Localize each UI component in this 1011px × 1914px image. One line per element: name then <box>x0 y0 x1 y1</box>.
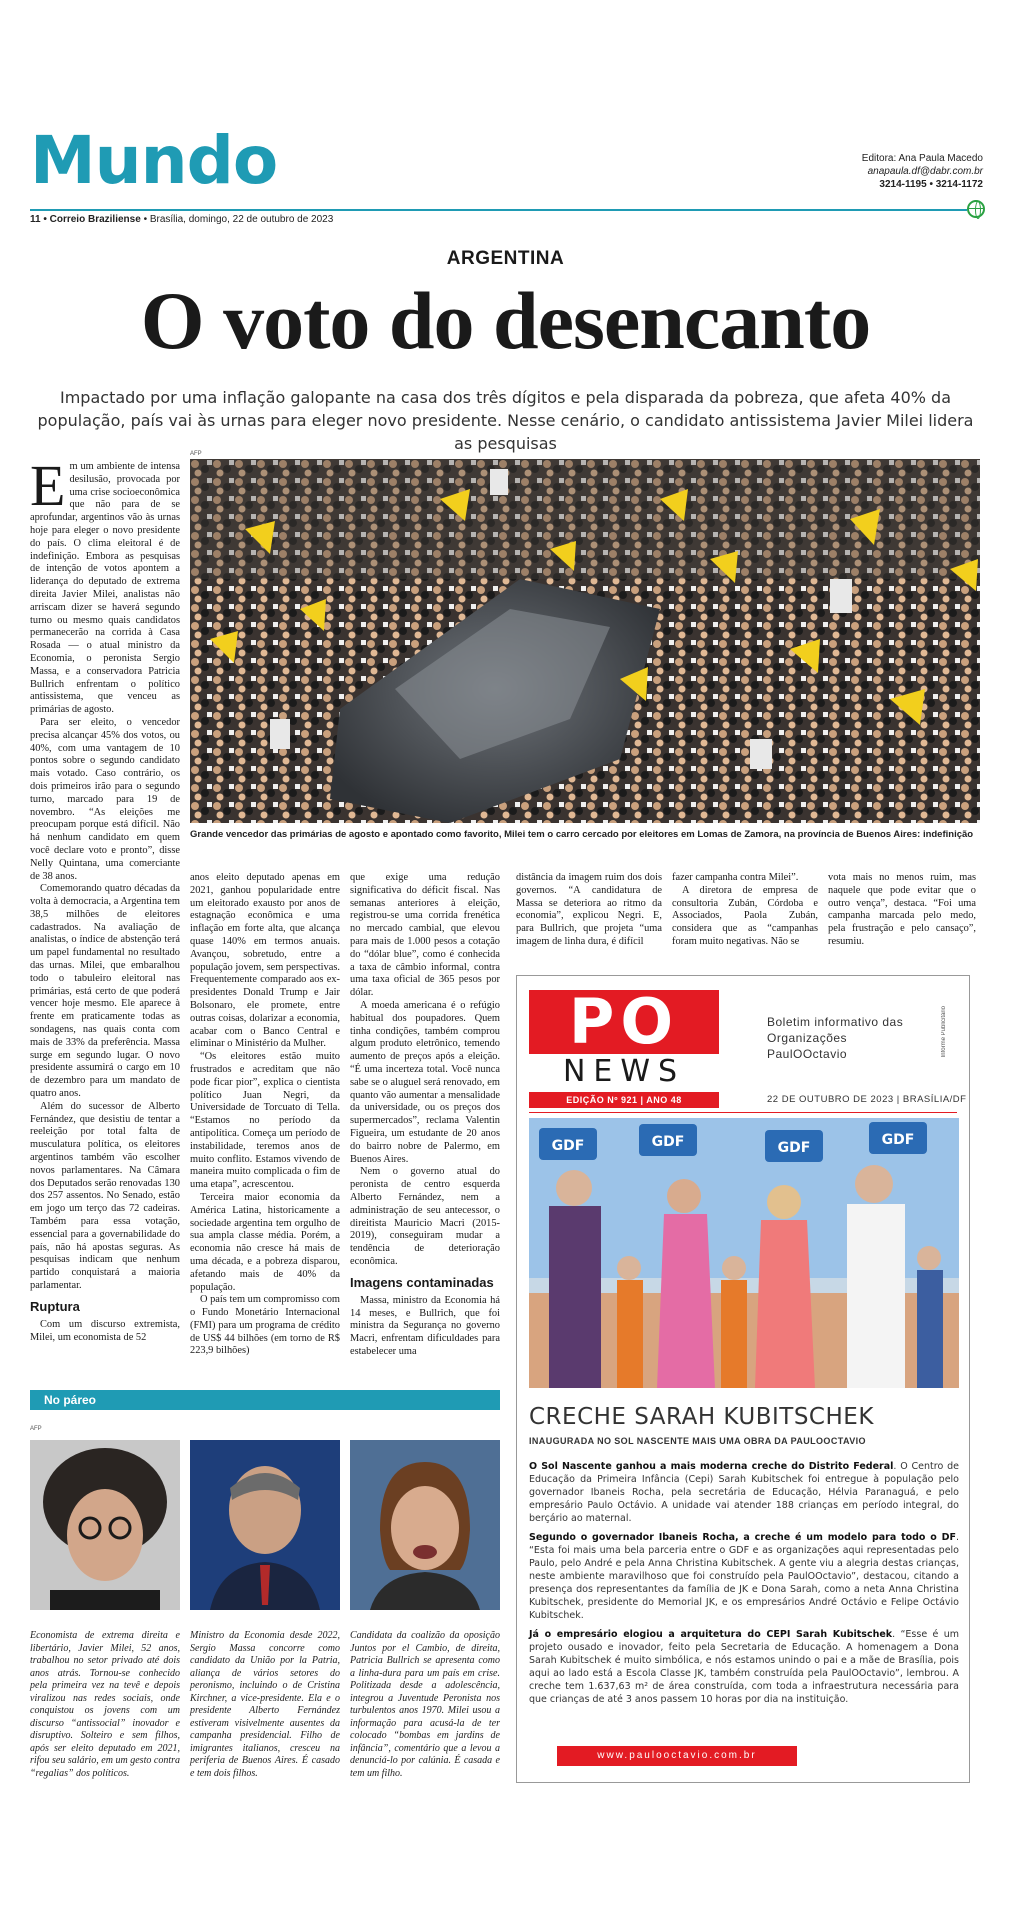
ad-p3-lead: Já o empresário elogiou a arquitetura do CEPI Sarah Kubitschek <box>529 1629 893 1640</box>
massa-photo <box>190 1440 340 1610</box>
ad-vertical-credit: Informe Publicitário <box>941 1006 947 1058</box>
subhead-ruptura: Ruptura <box>30 1298 80 1314</box>
po-news-advert <box>516 975 970 1783</box>
article-column-2 <box>190 872 340 1357</box>
col3-p1: que exige uma redução significativa do déficit fiscal. Nas semanas anteriores à eleição, registrou-se uma corrida frenética no mercado cambial, que elevou para mais de 1.000 pesos a cotação do “dólar blue”, como é conhecida a taxa de câmbio informal, contra uma taxa oficial de 365 pesos por dólar. <box>350 872 500 999</box>
ad-title: CRECHE SARAH KUBITSCHEK <box>529 1404 874 1430</box>
article-column-4 <box>516 872 662 962</box>
editor-phones: 3214-1195 • 3214-1172 <box>879 179 983 190</box>
col3-p4: Massa, ministro da Economia há 14 meses, e Bullrich, que foi ministra da Segurança no governo Macri, enfrentam dificuldades para estabelecer uma <box>350 1294 500 1357</box>
col2-p1: anos eleito deputado apenas em 2021, ganhou popularidade entre um eleitorado exausto por anos de estagnação econômica e uma inflação em forte alta, que alcança quase 140% em termos anuais. Avançou, sobretudo, entre a população jovem, sem perspectivas. Frequentemente comparado aos ex-presidentes Donald Trump e Jair Bolsonaro, ele promete, entre outras coisas, dolarizar a economia, acabar com o Banco Central e eliminar o Ministério da Mulher. <box>190 872 340 1050</box>
bullrich-photo <box>350 1440 500 1610</box>
ad-p3-text: . “Esse é um projeto ousado e inovador, feito pela Secretaria de Educação. A homenagem a Dona Sarah Kubitschek é muito simbólica, e nós estamos unindo o pai e a mãe de Brasília, pois aqui ao lado está a Escola Classe JK, também construída pela PaulOOctavio”, lembrou. A creche tem 1.637,63 m² de área construída, com toda a infraestrutura necessária para que crianças de até 3 anos passem 10 horas por dia na instituição. <box>529 1629 959 1705</box>
col2-p4: O país tem um compromisso com o Fundo Monetário Internacional (FMI) para um programa de crédito de US$ 44 bilhões (em torno de R$ 223,9 bilhões) <box>190 1294 340 1357</box>
col1-p4: Além do sucessor de Alberto Fernández, que desistiu de tentar a reeleição por total falta de musculatura política, os eleitores argentinos também vão escolher novos parlamentares. Na Câmara dos Deputados serão renovadas 130 dos 257 assentos. No Senado, estão em jogo um terço das 72 cadeiras. Também para essa votação, essencial para a governabilidade do país, não há apostas seguras. As pesquisas indicam que nenhum partido conquistará a maioria parlamentar. <box>30 1100 180 1291</box>
photo-credit: AFP <box>190 451 202 457</box>
gdf-sign: GDF <box>551 1138 585 1154</box>
page-number: 11 • Correio Braziliense <box>30 214 141 225</box>
col5-p1: fazer campanha contra Milei”. <box>672 872 799 883</box>
ad-subtitle: INAUGURADA NO SOL NASCENTE MAIS UMA OBRA DA PAULOOCTAVIO <box>529 1436 866 1446</box>
ad-p2-lead: Segundo o governador Ibaneis Rocha, a creche é um modelo para todo o DF <box>529 1532 956 1543</box>
gdf-sign: GDF <box>651 1134 685 1150</box>
ad-rule <box>529 1112 957 1113</box>
editor-info <box>862 152 983 191</box>
main-photo <box>190 459 980 823</box>
article-column-1 <box>30 453 180 1343</box>
col4-p1: distância da imagem ruim dos dois governos. “A candidatura de Massa se deteriora ao ritmo da economia”, explicou Negri. E, para Bullrich, que projeta “uma imagem de linha dura, é difícil <box>516 872 662 947</box>
ad-body <box>529 1460 959 1712</box>
folio <box>30 214 333 225</box>
article-column-5 <box>672 872 818 962</box>
editor-label: Editora: Ana Paula Macedo <box>861 153 983 164</box>
portrait-bullrich <box>350 1440 500 1610</box>
portrait-massa <box>190 1440 340 1610</box>
col6-p1: vota mais no menos ruim, mas naquele que pode evitar que o outro vença”, destaca. “Foi uma campanha marcada pelo medo, pela frustração e pelo cansaço”, resumiu. <box>828 872 976 947</box>
dateline: • Brasília, domingo, 22 de outubro de 2023 <box>143 214 334 225</box>
ad-p1-text: . O Centro de Educação da Primeira Infância (Cepi) Sarah Kubitschek foi entregue à população pelo governador Ibaneis Rocha, pela secretária de Educação, Hélvia Paranaguá, e pelo empresário Paulo Octávio. A unidade vai atender 188 crianças em período integral, do berçário ao maternal. <box>529 1461 959 1524</box>
photo-caption: Grande vencedor das primárias de agosto e apontado como favorito, Milei tem o carro cercado por eleitores em Lomas de Zamora, na província de Buenos Aires: indefinição <box>190 829 974 840</box>
milei-photo <box>30 1440 180 1610</box>
globe-icon <box>967 200 985 218</box>
ad-date: 22 DE OUTUBRO DE 2023 | BRASÍLIA/DF <box>767 1094 967 1105</box>
po-logo: PO <box>529 990 719 1054</box>
col3-p2: A moeda americana é o refúgio habitual dos poupadores. Quem tinha condições, também comprou algum produto eletrônico, temendo aumento de preços após a eleição. “É uma incerteza total. Você nunca sabe se o aluguel será renovado, em quanto vão aumentar a mensalidade da universidade, ou os preços dos supermercados”, reclama Valentin Figueira, um estudante de 20 anos do bairro nobre de Palermo, em Buenos Aires. <box>350 999 500 1165</box>
crowd-car-photo <box>190 459 980 823</box>
inauguration-photo <box>529 1118 959 1388</box>
article-column-6 <box>828 872 976 962</box>
article-deck: Impactado por uma inflação galopante na casa dos três dígitos e pela disparada da pobreza, que afeta 40% da população, país vai às urnas para eleger novo presidente. Nesse cenário, o candidato antissistema Javier Milei lidera as pesquisas <box>37 388 974 453</box>
ad-tagline: Boletim informativo das Organizações PaulOOctavio <box>767 1015 904 1061</box>
col2-p2: “Os eleitores estão muito frustrados e acreditam que não pode ficar pior”, explica o cientista político Juan Negri, da Universidade de Torcuato di Tella. “Estamos no período da antipolítica. Começa um período de instabilidade, teremos anos de muito conflito. Estamos vivendo de maneira muito complicada o fim de uma etapa”, acrescentou. <box>190 1051 340 1191</box>
masthead-rule <box>30 209 967 211</box>
portrait-milei <box>30 1440 180 1610</box>
dropcap: E <box>30 453 66 518</box>
col5-p2: A diretora de empresa de consultoria Zubán, Córdoba e Associados, Paola Zubán, considera que as “campanhas foram muito negativas. Não se <box>672 884 818 947</box>
section-title: Mundo <box>30 122 278 199</box>
ad-url-link[interactable]: www.paulooctavio.com.br <box>557 1746 797 1766</box>
article-kicker: ARGENTINA <box>446 248 565 269</box>
pareo-credit: AFP <box>30 1426 42 1432</box>
ad-p1-lead: O Sol Nascente ganhou a mais moderna creche do Distrito Federal <box>529 1461 894 1472</box>
pareo-title: No páreo <box>30 1390 500 1410</box>
gdf-sign: GDF <box>777 1140 811 1156</box>
col1-p1: m um ambiente de intensa desilusão, provocada por uma crise socioeconômica que não para de se aprofundar, argentinos vão às urnas hoje para eleger o novo presidente do país. O clima eleitoral é de indefinição. Embora as pesquisas de intenção de votos apontem a liderança do deputado de extrema direita Javier Milei, analistas não arriscam dizer se haverá segundo turno ou mesmo quais candidatos permanecerão na corrida à Casa Rosada — o atual ministro da Economia, o peronista Sergio Massa, e a conservadora Patricia Bullrich enfrentam o político antissistema, que venceu as primárias de agosto. <box>30 461 180 716</box>
subhead-imagens: Imagens contaminadas <box>350 1274 494 1290</box>
col2-p3: Terceira maior economia da América Latina, historicamente a sociedade argentina tem orgulho de sua ampla classe média. Porém, a economia não cresce há mais de uma década, e a pobreza disparou, afetando mais de 40% da população. <box>190 1191 340 1293</box>
bio-massa: Ministro da Economia desde 2022, Sergio Massa concorre como candidato da União por la Patria, aliança de vários setores do peronismo, incluindo o de Cristina Kirchner, a vice-presidente. Ela e o presidente Alberto Fernández estiveram visivelmente ausentes da campanha presidencial. Filho de imigrantes italianos, cresceu na periferia de Buenos Aires. É casado e tem dois filhos. <box>190 1630 340 1779</box>
ad-p2-text: . “Esta foi mais uma bela parceria entre o GDF e as organizações aqui representadas pelo Paulo, pelo André e pela Anna Christina Kubitschek. A gente viu a alegria destas crianças, neste ambiente maravilhoso que foi construído pela PaulOOctavio”, destacou, citando a presença dos representantes da família de JK e Dona Sarah, como a neta Anna Christina Kubitschek, presidente do Memorial JK, e os empresários André Octávio e Felipe Octávio Kubitschek. <box>529 1532 959 1621</box>
inauguration-scene <box>529 1118 959 1388</box>
col1-p5: Com um discurso extremista, Milei, um economista de 52 <box>30 1318 180 1343</box>
col1-p2: Para ser eleito, o vencedor precisa alcançar 45% dos votos, ou 40%, com uma vantagem de 10 pontos sobre o segundo candidato mais votado. Caso contrário, os dois primeiros irão para o segundo turno, marcado para 19 de novembro. “As eleições me preocupam porque está difícil. Não há nenhum candidato em quem você declare voto e pronto”, disse Nelly Quintana, uma comerciante de 38 anos. <box>30 716 180 882</box>
col3-p3: Nem o governo atual do peronista de centro esquerda Alberto Fernández, nem a administração de seu antecessor, o direitista Mauricio Macri (2015-2019), conseguiram mudar a tendência de deterioração econômica. <box>350 1166 500 1267</box>
ad-paragraph-2 <box>529 1531 959 1622</box>
article-column-3 <box>350 872 500 1357</box>
article-headline: O voto do desencanto <box>140 275 871 366</box>
bio-bullrich: Candidata da coalizão da oposição Juntos por el Cambio, de direita, Patricia Bullrich se apresenta como a linha-dura para um país em crise. Politizada desde a adolescência, integrou a Juventude Peronista nos turbulentos anos 1970. Milei usou a informação para acusá-la de ter colocado “bombas em jardins de infância”, comentário que a levou a denunciá-lo por calúnia. É casada e tem um filho. <box>350 1630 500 1779</box>
gdf-sign: GDF <box>881 1132 915 1148</box>
ad-paragraph-1 <box>529 1460 959 1525</box>
ad-edition: EDIÇÃO Nº 921 | ANO 48 <box>529 1092 719 1108</box>
col1-p3: Comemorando quatro décadas da volta à democracia, a Argentina tem 38,5 milhões de eleitores cadastrados. Na avaliação de analistas, o índice de abstenção terá um papel fundamental no resultado das urnas. Milei, que embaralhou todo o tabuleiro eleitoral nas primárias, está certo de que poderá vencer hoje mesmo. Ele aparece à frente em praticamente todas as sondagens, nas quais conta com mais de 33% da preferência. Massa surge em segundo lugar. O novo presidente assumirá o cargo em 10 de dezembro para um mandato de quatro anos. <box>30 883 180 1100</box>
bio-milei: Economista de extrema direita e libertário, Javier Milei, 52 anos, trabalhou no setor privado até dois anos atrás. Tornou-se conhecido pela primeira vez na tevê e depois viralizou nas redes sociais, onde conquistou os jovens com um discurso “antissocial” inovador e disruptivo. Solteiro e sem filhos, após ser eleito deputado em 2021, rifou seu salário, em um gesto contra “regalias” dos políticos. <box>30 1630 180 1779</box>
ad-paragraph-3 <box>529 1628 959 1706</box>
editor-email[interactable]: anapaula.df@dabr.com.br <box>867 166 983 177</box>
news-logo: NEWS <box>562 1054 686 1089</box>
